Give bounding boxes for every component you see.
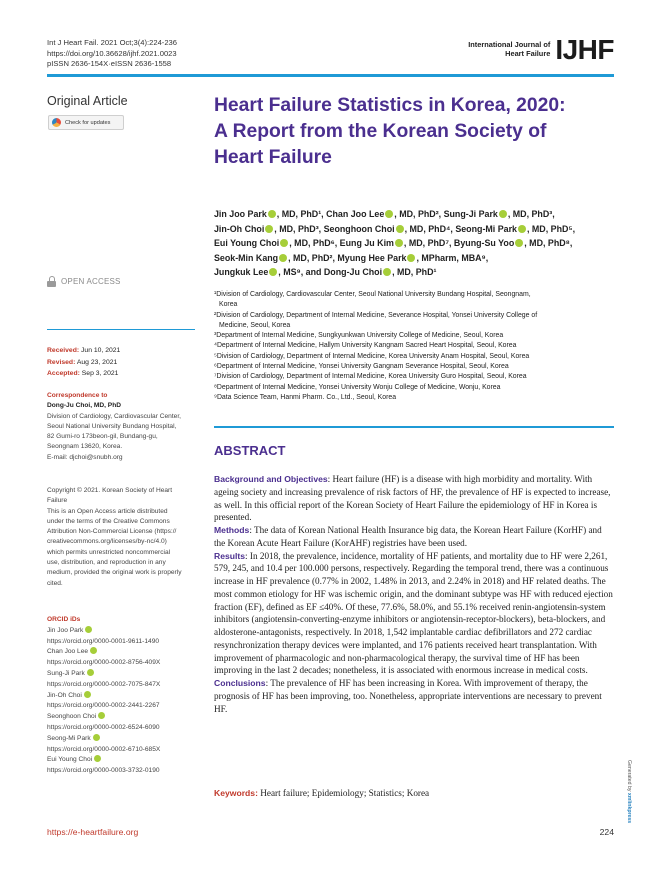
author-line (214, 207, 619, 222)
page-number: 224 (599, 827, 614, 837)
keywords-label: Keywords: (214, 788, 258, 798)
orcid-icon[interactable] (85, 626, 92, 633)
orcid-author-name: Chan Joo Lee (47, 648, 89, 656)
crossmark-icon (52, 118, 61, 127)
keywords (214, 788, 429, 798)
correspondence-heading: Correspondence to (47, 392, 108, 399)
open-lock-icon (47, 276, 56, 287)
abstract-body (214, 473, 614, 715)
results-label: Results (214, 550, 246, 561)
orcid-icon[interactable] (268, 210, 276, 218)
orcid-author-name: Jin Joo Park (47, 626, 84, 634)
author-name: Jin-Oh Choi (214, 223, 265, 234)
journal-abbreviation: IJHF (555, 34, 614, 65)
journal-logo (468, 36, 614, 64)
article-type: Original Article (47, 94, 128, 108)
citation-line: Int J Heart Fail. 2021 Oct;3(4):224-236 (47, 38, 178, 47)
author-name: Seok-Min Kang (214, 252, 279, 263)
correspondence-block (47, 391, 197, 463)
orcid-link[interactable]: https://orcid.org/0000-0002-8756-409X (47, 659, 161, 667)
abstract-results: Results: In 2018, the prevalence, incidence, mortality of HF patients, and mortality due to HF were 2,261, 579, 245, and 10.4 per 100.000 persons, respectively. Regarding the temporal trend, there was a continuous increase in HF prevalence (0.77% in 2002, 1.48% in 2013, and 2.24% in 2018) and HF related deaths. The most common etiology for HF was ischemic origin, and the dominant subtype was HF with reduced ejection fraction (EF), defined as EF ≤40%. Of these, 77.6%, 58.0%, and 55.1% received renin-angiotensin-system inhibitors (angiotensin-converting-enzyme inhibitors or angiotensin-receptor-blockers), beta-blockers, and aldosterone-antagonists, respectively. In 2018, 1,542 implantable cardiac defibrillators and 272 cardiac resynchronization therapy devices were implanted, and 176 patients received heart transplantation. With improvement of pharmacologic and non-pharmacological therapy, the survival time of HF has been improving in the last 2 decades; nonetheless, it is associated with enormous increase in medical costs. (214, 550, 613, 676)
abstract-heading: ABSTRACT (214, 443, 286, 458)
article-dates (47, 345, 197, 380)
copyright-line: use, distribution, and reproduction in any (47, 559, 166, 567)
orcid-icon[interactable] (265, 225, 273, 233)
article-title (214, 93, 614, 171)
abstract-divider (214, 426, 614, 428)
orcid-author (47, 626, 197, 637)
author-credentials: , MD, PhD², Sung-Ji Park (394, 209, 498, 219)
orcid-link[interactable]: https://orcid.org/0000-0003-3732-0190 (47, 767, 160, 775)
author-credentials: , MD, PhD⁵, (526, 223, 576, 234)
accepted-date: Accepted: Sep 3, 2021 (47, 370, 119, 378)
keywords-text: Heart failure; Epidemiology; Statistics; Korea (257, 788, 430, 798)
author-credentials: , MD, PhD³, (507, 209, 555, 219)
abstract-background: Background and Objectives: Heart failure (HF) is a disease with high morbidity and mortality. With ageing society and increasing prevalence of risk factors of HF, the prevalence of HF is expected to increase, as well. In this official report of the Korean Society of Heart Failure the epidemiology of HF in Korea is presented. (214, 474, 611, 523)
author-line (214, 222, 619, 237)
open-access-badge (47, 276, 197, 287)
orcid-icon[interactable] (518, 225, 526, 233)
copyright-line: This is an Open Access article distributed (47, 507, 168, 515)
title-line: Heart Failure Statistics in Korea, 2020: (214, 95, 566, 116)
orcid-icon[interactable] (94, 755, 101, 762)
affiliation-line: Korea (219, 301, 238, 309)
doi-link[interactable]: https://doi.org/10.36628/ijhf.2021.0023 (47, 48, 177, 58)
sidebar-divider (47, 329, 195, 330)
orcid-icon[interactable] (383, 268, 391, 276)
received-date: Received: Jun 10, 2021 (47, 347, 121, 354)
copyright-line: under the terms of the Creative Commons (47, 517, 170, 525)
affiliation-line: Medicine, Seoul, Korea (219, 321, 291, 329)
author-credentials: , MD, PhD³, Seonghoon Choi (274, 223, 395, 234)
author-line (214, 251, 619, 266)
author-name: Eui Young Choi (214, 238, 280, 249)
orcid-icon[interactable] (84, 691, 91, 698)
orcid-link[interactable]: https://orcid.org/0000-0002-6524-6090 (47, 723, 160, 731)
issn-line: pISSN 2636-154X·eISSN 2636-1558 (47, 59, 172, 69)
author-credentials: , MS⁹, and Dong-Ju Choi (278, 267, 383, 278)
author-credentials: , MD, PhD², Myung Hee Park (288, 252, 407, 263)
affiliation-line: ²Division of Cardiology, Department of Internal Medicine, Severance Hospital, Yonsei University College of (214, 311, 538, 319)
copyright-line: cited. (47, 579, 63, 587)
check-updates-button[interactable] (48, 115, 124, 130)
abstract-conclusions: Conclusions: The prevalence of HF has been increasing in Korea. With improvement of therapy, the prognosis of HF has been improving, too. Nonetheless, appropriate interventions are necessary to prevent HF. (214, 678, 602, 714)
orcid-icon[interactable] (279, 254, 287, 262)
journal-url-link[interactable]: https://e-heartfailure.org (47, 827, 139, 837)
author-credentials: , MD, PhD¹, Chan Joo Lee (276, 209, 385, 219)
author-credentials: , MPharm, MBA⁹, (416, 252, 489, 263)
orcid-author-name: Seonghoon Choi (47, 713, 97, 721)
author-name: Jungkuk Lee (214, 267, 269, 278)
correspondence-name: Dong-Ju Choi, MD, PhD (47, 402, 121, 410)
orcid-icon[interactable] (280, 239, 288, 247)
generator-credit: Generated by xmlinkpress (626, 760, 632, 824)
affiliation-line: ⁴Department of Internal Medicine, Hallym University Kangnam Sacred Heart Hospital, Seoul, Korea (214, 342, 517, 350)
orcid-author (47, 712, 197, 723)
correspondence-line: Division of Cardiology, Cardiovascular Center, (47, 412, 182, 420)
title-line: Heart Failure (214, 147, 332, 168)
orcid-list (47, 615, 197, 777)
author-credentials: , MD, PhD⁶, Eung Ju Kim (289, 238, 394, 249)
orcid-icon[interactable] (395, 239, 403, 247)
affiliation-line: ⁵Division of Cardiology, Department of Internal Medicine, Korea University Anam Hospital, Seoul, Korea (214, 352, 530, 360)
abstract-methods: Methods: The data of Korean National Health Insurance big data, the Korean Heart Failure (KorHF) and the Korean Acute Heart Failure (KorAHF) registries have been used. (214, 525, 602, 548)
orcid-icon[interactable] (98, 712, 105, 719)
orcid-icon[interactable] (93, 734, 100, 741)
affiliation-line: ⁷Division of Cardiology, Department of Internal Medicine, Korea University Guro Hospital, Seoul, Korea (214, 373, 527, 381)
copyright-line: creativecommons.org/licenses/by-nc/4.0) (47, 538, 167, 546)
header-divider (47, 74, 614, 77)
copyright-line: Failure (47, 497, 68, 505)
author-line (214, 236, 619, 251)
affiliation-list (214, 290, 614, 403)
copyright-line: Attribution Non-Commercial License (https:// (47, 528, 177, 536)
orcid-icon[interactable] (269, 268, 277, 276)
copyright-line: medium, provided the original work is properly (47, 569, 182, 577)
title-line: A Report from the Korean Society of (214, 121, 547, 142)
orcid-link[interactable]: https://orcid.org/0000-0001-9611-1490 (47, 637, 160, 645)
affiliation-line: ⁸Department of Internal Medicine, Yonsei University Wonju College of Medicine, Wonju, Korea (214, 383, 501, 391)
methods-label: Methods (214, 525, 250, 535)
orcid-icon[interactable] (87, 669, 94, 676)
author-line (214, 265, 619, 280)
correspondence-email[interactable]: E-mail: djchoi@snubh.org (47, 453, 123, 461)
copyright-line: Copyright © 2021. Korean Society of Heart (47, 487, 173, 494)
orcid-heading: ORCID iDs (47, 616, 81, 623)
orcid-author-name: Jin-Oh Choi (47, 691, 82, 699)
affiliation-line: ³Department of Internal Medicine, Sungkyunkwan University College of Medicine, Seoul, Korea (214, 332, 504, 340)
background-label: Background and Objectives (214, 474, 328, 484)
orcid-link[interactable]: https://orcid.org/0000-0002-2441-2267 (47, 702, 160, 710)
correspondence-line: Seongnam 13620, Korea. (47, 443, 123, 451)
author-credentials: , MD, PhD⁷, Byung-Su Yoo (403, 238, 515, 249)
orcid-icon[interactable] (90, 647, 97, 654)
correspondence-line: 82 Gumi-ro 173beon-gil, Bundang-gu, (47, 433, 158, 441)
affiliation-line: ⁹Data Science Team, Hanmi Pharm. Co., Ltd., Seoul, Korea (214, 393, 397, 401)
orcid-icon[interactable] (396, 225, 404, 233)
author-credentials: , MD, PhD⁴, Seong-Mi Park (404, 223, 517, 234)
author-credentials: , MD, PhD⁸, (524, 238, 573, 249)
orcid-author-name: Eui Young Choi (47, 756, 93, 764)
orcid-author-name: Sung-Ji Park (47, 669, 85, 677)
journal-name-line: International Journal of (468, 40, 551, 50)
author-list (214, 207, 619, 280)
orcid-author (47, 691, 197, 702)
orcid-link[interactable]: https://orcid.org/0000-0002-7075-847X (47, 680, 161, 688)
author-name: Jin Joo Park (214, 209, 267, 219)
orcid-author (47, 734, 197, 745)
author-credentials: , MD, PhD¹ (392, 267, 437, 278)
journal-name-line: Heart Failure (505, 49, 551, 58)
orcid-icon[interactable] (499, 210, 507, 218)
orcid-author (47, 755, 197, 766)
orcid-author-name: Seong-Mi Park (47, 734, 91, 742)
open-access-label: OPEN ACCESS (61, 277, 121, 286)
journal-name (468, 41, 550, 58)
citation-block (47, 38, 177, 70)
orcid-icon[interactable] (515, 239, 523, 247)
conclusions-label: Conclusions (214, 678, 266, 688)
orcid-link[interactable]: https://orcid.org/0000-0002-6710-685X (47, 745, 161, 753)
correspondence-line: Seoul National University Bundang Hospital, (47, 422, 177, 430)
copyright-notice (47, 486, 197, 589)
copyright-line: which permits unrestricted noncommercial (47, 548, 171, 556)
orcid-author (47, 647, 197, 658)
affiliation-line: ¹Division of Cardiology, Cardiovascular Center, Seoul National University Bundang Hospital, Seongnam, (214, 291, 531, 298)
orcid-icon[interactable] (407, 254, 415, 262)
affiliation-line: ⁶Department of Internal Medicine, Yonsei University Gangnam Severance Hospital, Seoul, Korea (214, 363, 509, 371)
orcid-author (47, 669, 197, 680)
revised-date: Revised: Aug 23, 2021 (47, 358, 118, 366)
check-updates-label: Check for updates (65, 119, 111, 126)
orcid-icon[interactable] (385, 210, 393, 218)
